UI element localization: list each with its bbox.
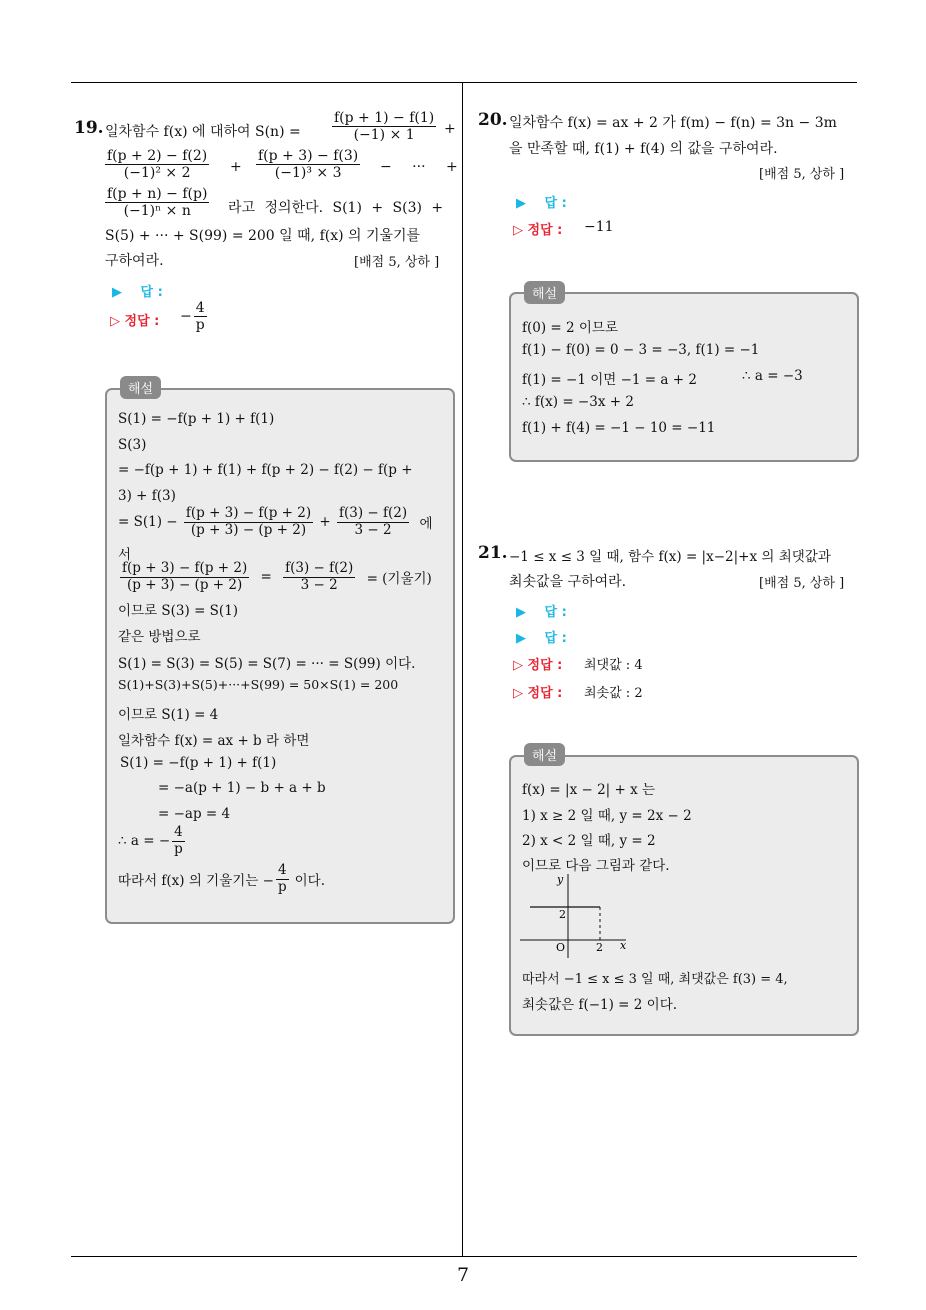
q19-sol-line: 일차함수 f(x) = ax + b 라 하면 xyxy=(118,733,310,749)
bottom-rule xyxy=(71,1256,857,1257)
q21-sol-line: 1) x ≥ 2 일 때, y = 2x − 2 xyxy=(522,808,692,824)
q19-sol-line: 서 xyxy=(118,547,132,563)
q19-sol-line5: = S(1) − $\frac{f(p + 3) - f(p + 2)}{(p + 3) - (p + 2)}$ + $\frac{f(3) - f(2)}{3 - 2}$ 에 xyxy=(118,505,433,538)
q21-answer-row-2: ▶ 답 : xyxy=(516,631,567,646)
graph-origin-label: O xyxy=(556,941,566,954)
q19-dots: − ··· + xyxy=(380,159,458,175)
q19-correct-row: ▷ 정답 : xyxy=(110,314,160,329)
q20-correct-value: −11 xyxy=(584,219,614,235)
q21-correct-row-2: ▷ 정답 : xyxy=(513,686,563,701)
q19-sol-line: = −ap = 4 xyxy=(158,806,231,822)
q21-sol-line: 2) x < 2 일 때, y = 2 xyxy=(522,833,656,849)
q19-frac2: $\frac{f(p + 2) - f(2)}{\text{(−1)² × 2}}$ xyxy=(107,148,208,182)
q21-sol-line: f(x) = |x − 2| + x 는 xyxy=(522,782,656,798)
q19-sol-line17: ∴ a = − $\frac{4}{p}$ xyxy=(118,824,183,857)
answer-arrow-icon: ▶ xyxy=(516,631,526,646)
correct-arrow-icon: ▷ xyxy=(513,223,523,238)
q21-line2: 최솟값을 구하여라. xyxy=(509,574,627,590)
q21-sol-line: 최솟값은 f(−1) = 2 이다. xyxy=(522,997,678,1013)
q21-sol-line: 이므로 다음 그림과 같다. xyxy=(522,858,670,874)
q19-sol-line: 3) + f(3) xyxy=(118,488,176,504)
page-number: 7 xyxy=(456,1264,470,1286)
q19-sol-line7: $\frac{f(p + 3) - f(p + 2)}{(p + 3) - (p + 2)}$ = $\frac{f(3) - f(2)}{3 - 2}$ = (기울기) xyxy=(122,560,432,593)
q20-sol-line: f(1) = −1 이면 −1 = a + 2 xyxy=(522,372,697,388)
q19-frac3: $\frac{f(p + 3) - f(3)}{\text{(−1)³ × 3}}$ xyxy=(258,148,359,182)
q21-answer-row-1: ▶ 답 : xyxy=(516,605,567,620)
q19-sol-line: 같은 방법으로 xyxy=(118,629,201,645)
graph-y-tick-2: 2 xyxy=(559,908,566,921)
q19-frac4: $\frac{f(p + n) - f(p)}{\text{(−1)ⁿ × n}}$ xyxy=(107,186,208,220)
q19-solution-tag: 해설 xyxy=(120,376,161,399)
q19-sol-line18: 따라서 f(x) 의 기울기는 − $\frac{4}{p}$ 이다. xyxy=(118,862,325,895)
q20-sol-line: ∴ a = −3 xyxy=(742,368,803,384)
q19-meta: [배점 5, 상하 ] xyxy=(354,255,440,270)
q19-plus2: + xyxy=(230,159,242,175)
answer-arrow-icon: ▶ xyxy=(516,605,526,620)
q21-correct-row-1: ▷ 정답 : xyxy=(513,658,563,673)
q20-correct-row: ▷ 정답 : xyxy=(513,223,563,238)
q19-sol-line: 이므로 S(3) = S(1) xyxy=(118,603,239,619)
q19-sol-line: S(1) = −f(p + 1) + f(1) xyxy=(120,755,277,771)
q19-correct-value: − $\frac{4}{p}$ xyxy=(180,300,205,334)
answer-arrow-icon: ▶ xyxy=(516,196,526,211)
q19-sol-line: S(1)+S(3)+S(5)+···+S(99) = 50×S(1) = 200 xyxy=(118,677,399,692)
q21-solution-tag: 해설 xyxy=(524,743,565,766)
correct-arrow-icon: ▷ xyxy=(513,658,523,673)
q19-number: 19. xyxy=(74,118,104,138)
q20-sol-line: f(0) = 2 이므로 xyxy=(522,320,619,336)
top-rule xyxy=(71,82,857,83)
answer-arrow-icon: ▶ xyxy=(112,285,122,300)
q20-line2: 을 만족할 때, f(1) + f(4) 의 값을 구하여라. xyxy=(509,141,778,157)
q19-line1: 일차함수 f(x) 에 대하여 S(n) = xyxy=(105,124,301,140)
q19-sol-line: 이므로 S(1) = 4 xyxy=(118,707,219,723)
q20-number: 20. xyxy=(478,110,508,130)
q19-line3: 라고 정의한다. S(1) + S(3) + xyxy=(228,200,444,216)
q19-frac1: $\frac{f(p + 1) - f(1)}{(-1) \times 1}$ xyxy=(334,110,435,144)
q20-sol-line: f(1) + f(4) = −1 − 10 = −11 xyxy=(522,420,716,436)
q21-correct-value-2: 최솟값 : 2 xyxy=(584,686,643,701)
correct-arrow-icon: ▷ xyxy=(110,314,120,329)
q19-line4: S(5) + ··· + S(99) = 200 일 때, f(x) 의 기울기를 xyxy=(105,228,421,244)
q20-line1: 일차함수 f(x) = ax + 2 가 f(m) − f(n) = 3n − 3m xyxy=(509,115,837,131)
q21-number: 21. xyxy=(478,543,508,563)
q19-line5: 구하여라. xyxy=(105,253,164,269)
graph-y-label: y xyxy=(557,873,564,886)
q21-correct-value-1: 최댓값 : 4 xyxy=(584,658,643,673)
q20-meta: [배점 5, 상하 ] xyxy=(759,167,845,182)
q19-sol-line: S(3) xyxy=(118,437,147,453)
q20-sol-line: f(1) − f(0) = 0 − 3 = −3, f(1) = −1 xyxy=(522,342,760,358)
q19-sol-line: = −a(p + 1) − b + a + b xyxy=(158,780,326,796)
correct-arrow-icon: ▷ xyxy=(513,686,523,701)
q21-sol-line: 따라서 −1 ≤ x ≤ 3 일 때, 최댓값은 f(3) = 4, xyxy=(522,972,788,987)
q21-meta: [배점 5, 상하 ] xyxy=(759,576,845,591)
q21-line1: −1 ≤ x ≤ 3 일 때, 함수 f(x) = |x−2|+x 의 최댓값과 xyxy=(509,549,831,565)
q20-solution-tag: 해설 xyxy=(524,281,565,304)
column-divider xyxy=(462,82,463,1256)
q19-sol-line: S(1) = −f(p + 1) + f(1) xyxy=(118,411,275,427)
q19-plus1: + xyxy=(444,121,456,137)
q19-sol-line: S(1) = S(3) = S(5) = S(7) = ··· = S(99) 이다. xyxy=(118,656,416,672)
q19-sol-line: = −f(p + 1) + f(1) + f(p + 2) − f(2) − f(p + xyxy=(118,462,413,478)
q20-sol-line: ∴ f(x) = −3x + 2 xyxy=(522,394,634,410)
q21-graph xyxy=(518,870,638,960)
q20-answer-row: ▶ 답 : xyxy=(516,196,567,211)
graph-x-tick-2: 2 xyxy=(596,941,603,954)
graph-x-label: x xyxy=(620,939,627,952)
q19-answer-row: ▶ 답 : xyxy=(112,285,163,300)
